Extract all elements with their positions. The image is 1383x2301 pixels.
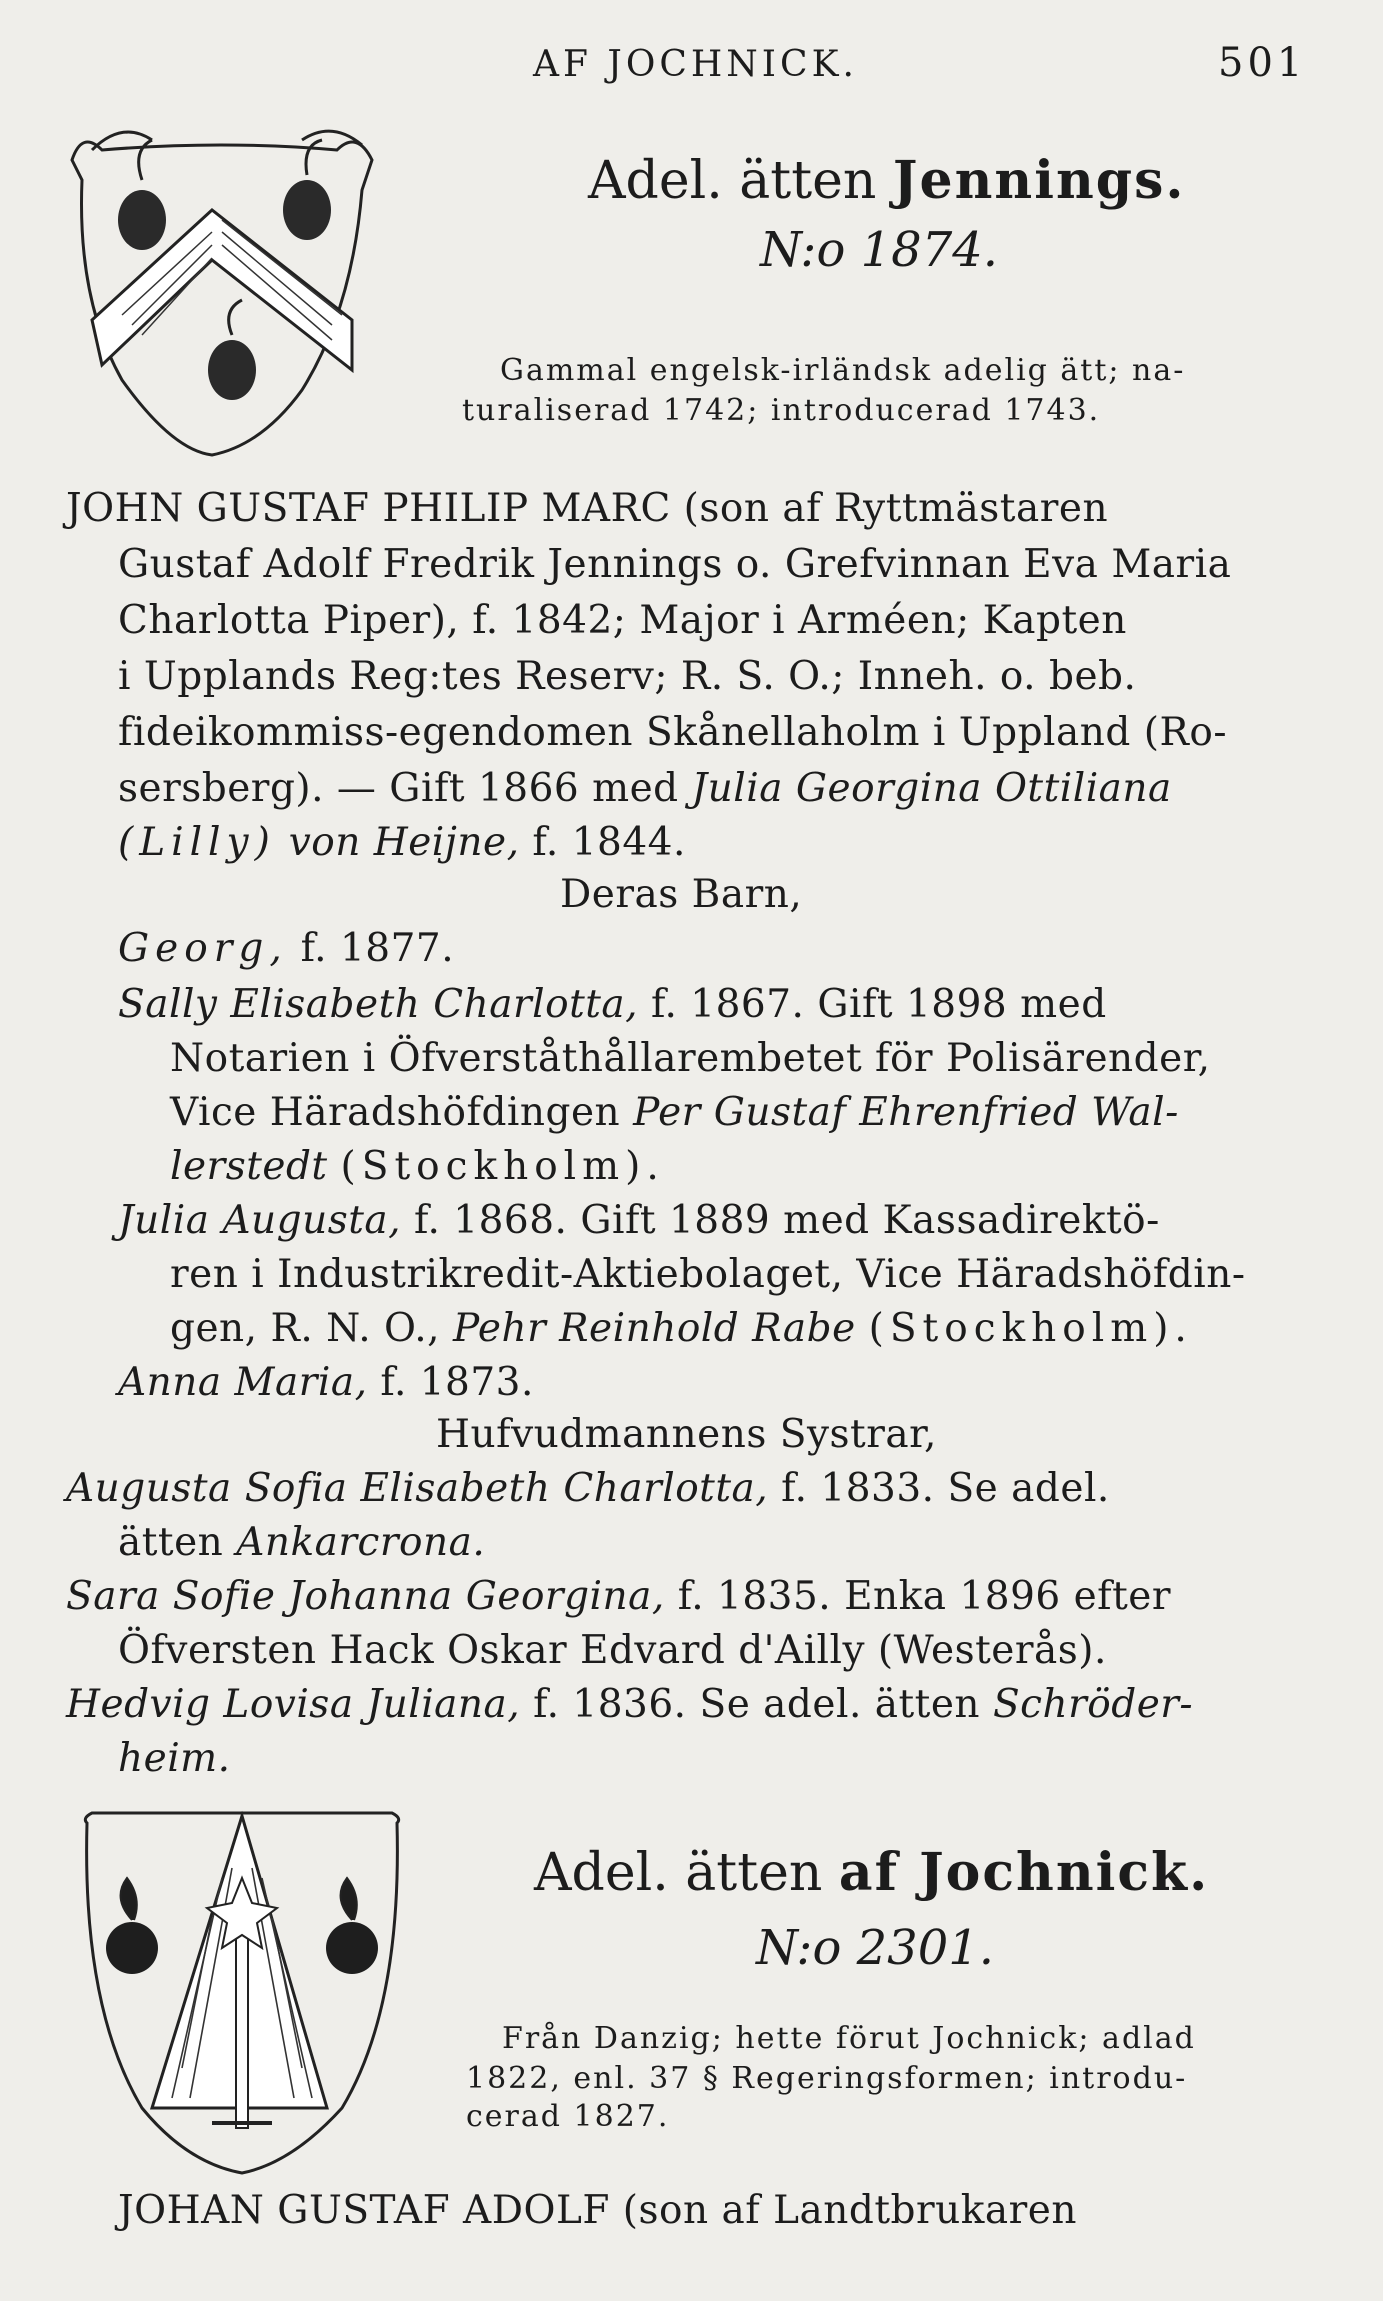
child-entry: Sally Elisabeth Charlotta, f. 1867. Gift 1898 med [118,982,1107,1027]
sister-entry-cont: ätten Ankarcrona. [118,1520,486,1565]
sister-entry: Hedvig Lovisa Juliana, f. 1836. Se adel. ätten Schröder- [66,1682,1194,1727]
jochnick-title [534,1842,1209,1903]
sister-entry-cont: heim. [118,1736,231,1781]
child-entry-cont: Vice Häradshöfdingen Per Gustaf Ehrenfried Wal- [170,1090,1179,1135]
child-entry: Anna Maria, f. 1873. [118,1360,534,1405]
title-prefix: Adel. ätten [534,1843,823,1903]
paragraph-line: JOHAN GUSTAF ADOLF (son af Landtbrukaren [118,2188,1077,2233]
jochnick-number: N:o 2301. [756,1920,995,1976]
page-number: 501 [1218,40,1307,86]
sister-entry-cont: Öfversten Hack Oskar Edvard d'Ailly (Westerås). [118,1628,1107,1673]
jochnick-intro-line3: cerad 1827. [466,2099,670,2134]
paragraph-line: Gustaf Adolf Fredrik Jennings o. Grefvinnan Eva Maria [118,542,1232,587]
paragraph-line: sersberg). — Gift 1866 med Julia Georgina Ottiliana [118,766,1172,811]
sisters-heading: Hufvudmannens Systrar, [436,1412,937,1457]
title-family-name: Jennings. [892,150,1186,211]
paragraph-line: i Upplands Reg:tes Reserv; R. S. O.; Inneh. o. beb. [118,654,1137,699]
child-entry-cont: lerstedt (Stockholm). [170,1144,665,1189]
sister-entry: Augusta Sofia Elisabeth Charlotta, f. 1833. Se adel. [66,1466,1110,1511]
jochnick-intro-line2: 1822, enl. 37 § Regeringsformen; introdu- [466,2061,1188,2096]
jennings-coat-of-arms-icon [62,120,382,460]
running-title: AF JOCHNICK. [533,44,858,85]
title-prefix: Adel. ätten [588,151,877,211]
paragraph-line: fideikommiss-egendomen Skånellaholm i Uppland (Ro- [118,710,1228,755]
child-entry-cont: ren i Industrikredit-Aktiebolaget, Vice Häradshöfdin- [170,1252,1246,1297]
title-family-name: af Jochnick. [838,1842,1210,1903]
jennings-intro-line1: Gammal engelsk-irländsk adelig ätt; na- [500,353,1186,388]
child-entry: Julia Augusta, f. 1868. Gift 1889 med Kassadirektö- [118,1198,1160,1243]
child-entry-cont: Notarien i Öfverståthållarembetet för Polisärender, [170,1036,1211,1081]
paragraph-line: Charlotta Piper), f. 1842; Major i Arméen; Kapten [118,598,1127,643]
jennings-title [588,150,1186,211]
jochnick-intro-line1: Från Danzig; hette förut Jochnick; adlad [502,2021,1196,2056]
sister-entry: Sara Sofie Johanna Georgina, f. 1835. Enka 1896 efter [66,1574,1171,1619]
paragraph-line: JOHN GUSTAF PHILIP MARC (son af Ryttmästaren [66,486,1109,531]
jennings-intro-line2: turaliserad 1742; introducerad 1743. [462,393,1101,428]
children-heading: Deras Barn, [560,872,803,917]
child-entry-cont: gen, R. N. O., Pehr Reinhold Rabe (Stockholm). [170,1306,1193,1351]
jochnick-coat-of-arms-icon [72,1808,412,2178]
child-entry: Georg, f. 1877. [118,926,455,971]
paragraph-line: (Lilly) von Heijne, f. 1844. [118,820,686,865]
jennings-number: N:o 1874. [760,222,999,278]
